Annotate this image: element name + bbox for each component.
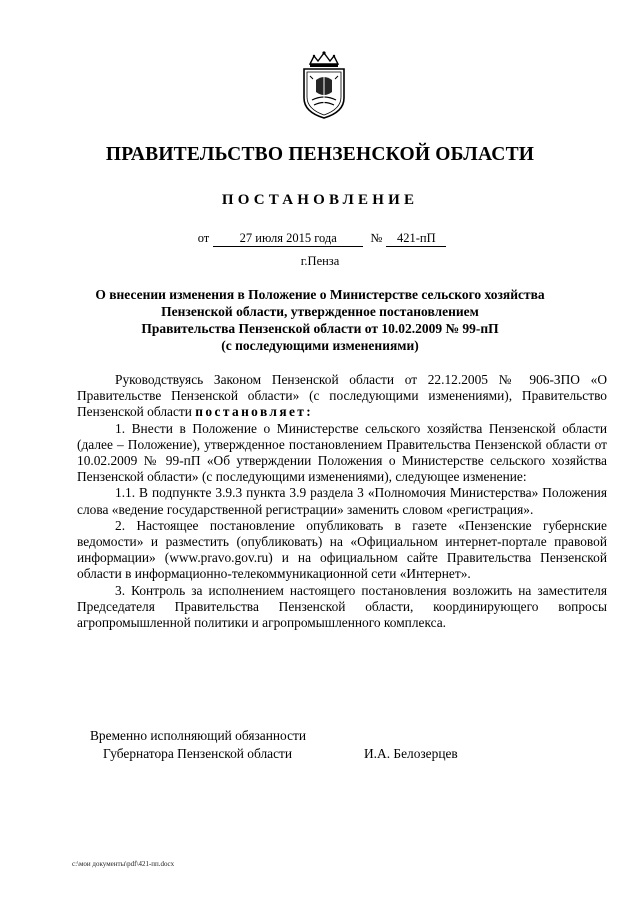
paragraph-1: 1. Внести в Положение о Министерстве сельского хозяйства Пензенской области (далее – Положение), утвержденное постановлением Правительства Пензенской области от 10.02.2009 № 99-пП «Об утверждении Положения о Министерстве сельского хозяйства Пензенской области» (с последующими изменениями), следующее изменение: — [77, 420, 607, 485]
subject-line: Правительства Пензенской области от 10.02.2009 № 99-пП — [141, 321, 499, 336]
decree-subject — [60, 286, 580, 354]
paragraph-3: 3. Контроль за исполнением настоящего постановления возложить на заместителя Председателя Правительства Пензенской области, координирующего вопросы агропромышленной политики и агропромышленного комплекса. — [77, 582, 607, 631]
file-path-footer: c:\мои документы\pdf\421-пп.docx — [72, 860, 175, 868]
city: г.Пенза — [300, 254, 340, 268]
date-prefix: от — [197, 231, 210, 245]
subject-line: (с последующими изменениями) — [221, 338, 419, 353]
document-type: ПОСТАНОВЛЕНИЕ — [221, 192, 419, 208]
decree-number: 421-пП — [386, 231, 446, 247]
government-title: ПРАВИТЕЛЬСТВО ПЕНЗЕНСКОЙ ОБЛАСТИ — [105, 144, 535, 165]
signer-row — [90, 745, 590, 763]
number-prefix: № — [370, 231, 383, 245]
signature-block — [90, 727, 590, 763]
signer-name: И.А. Белозерцев — [364, 746, 458, 761]
decree-date: 27 июля 2015 года — [213, 231, 363, 247]
signer-position-line2: Губернатора Пензенской области — [103, 746, 293, 761]
date-number-line — [0, 231, 640, 247]
preamble-text: Руководствуясь Законом Пензенской области от 22.12.2005 № 906-ЗПО «О Правительстве Пензенской области» (с последующими изменениями), Правительство Пензенской области — [77, 372, 607, 420]
subject-line: О внесении изменения в Положение о Министерстве сельского хозяйства — [95, 287, 545, 302]
coat-of-arms-icon — [296, 50, 352, 120]
paragraph-1-1: 1.1. В подпункте 3.9.3 пункта 3.9 раздела 3 «Полномочия Министерства» Положения слова «ведение государственной регистрации» заменить словом «регистрация». — [77, 485, 607, 517]
subject-line: Пензенской области, утвержденное постановлением — [161, 304, 479, 319]
preamble-paragraph — [77, 372, 607, 421]
signer-position-line1: Временно исполняющий обязанности — [90, 728, 307, 743]
decree-body — [77, 372, 607, 631]
resolves-word: постановляет: — [195, 404, 314, 420]
paragraph-2: 2. Настоящее постановление опубликовать в газете «Пензенские губернские ведомости» и разместить (опубликовать) на «Официальном интернет-портале правовой информации» (www.pravo.gov.ru) и на официальном сайте Правительства Пензенской области в информационно-телекоммуникационной сети «Интернет». — [77, 517, 607, 582]
